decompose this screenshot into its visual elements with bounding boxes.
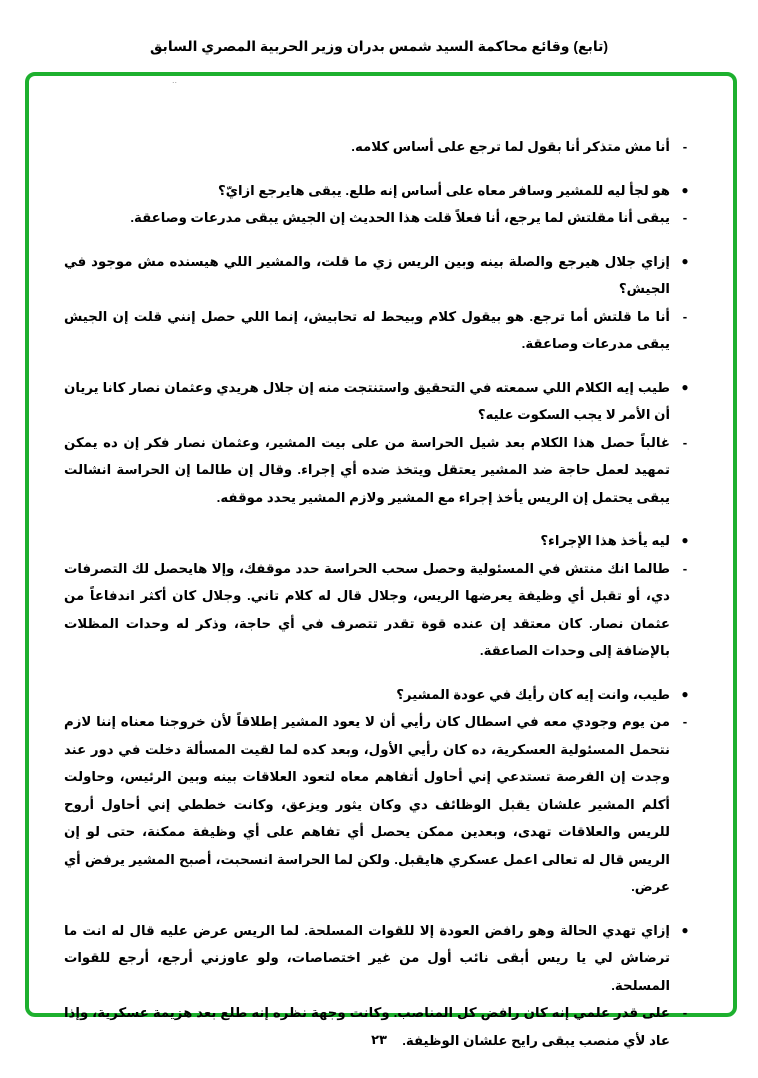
page-number: ٢٣ (371, 1032, 387, 1047)
dash-marker: - (682, 714, 688, 729)
dash-marker: - (682, 560, 688, 576)
qa-group (64, 177, 694, 232)
answer-paragraph (64, 555, 694, 665)
answer-text: غالباً حصل هذا الكلام بعد شيل الحراسة من على بيت المشير، وعثمان نصار فكر إن ده يمكن تمهيد لعمل حاجة ضد المشير يعتقل ويتخذ ضده أي إجراء. وقال إن طالما إن الحراسة انشالت يبقى يحتمل إن الريس يأخذ إجراء مع المشير ولازم المشير يحدد موقفه. (64, 434, 670, 505)
question-paragraph (64, 917, 694, 1000)
question-text: طيب، وانت إيه كان رأيك في عودة المشير؟ (396, 686, 670, 702)
dash-marker: - (682, 210, 688, 225)
qa-group (64, 248, 694, 358)
answer-paragraph (64, 204, 694, 232)
dash-marker: - (682, 139, 688, 154)
answer-text: على قدر علمي إنه كان رافض كل المناصب. وكانت وجهة نظره إنه طلع بعد هزيمة عسكرية، وإذا عاد لأي منصب يبقى رايح علشان الوظيفة. (64, 1005, 670, 1048)
qa-group (64, 374, 694, 512)
bullet-icon: ● (681, 182, 689, 197)
qa-group (64, 681, 694, 901)
question-text: إزاي جلال هيرجع والصلة بينه وبين الريس زي ما قلت، والمشير اللي هيسنده مش موجود في الجيش؟ (64, 253, 670, 296)
answer-paragraph (64, 133, 694, 161)
question-text: هو لجأ ليه للمشير وسافر معاه على أساس إنه طلع. يبقى هايرجع ازايّ؟ (218, 182, 670, 198)
question-text: إزاي تهدي الحالة وهو رافض العودة إلا للقوات المسلحة. لما الريس عرض عليه قال له انت ما ترضاش لي يا ريس أبقى نائب أول من غير اختصاصات، ولو عاوزني أرجع، أرجع للقوات المسلحة. (64, 922, 670, 993)
question-text: طيب إيه الكلام اللي سمعته في التحقيق واستنتجت منه إن جلال هريدي وعثمان نصار كانا يريان أن الأمر لا يجب السكوت عليه؟ (64, 379, 670, 422)
bullet-icon: ● (681, 922, 689, 937)
question-paragraph (64, 374, 694, 429)
stray-marks: .. (172, 75, 178, 85)
question-paragraph (64, 681, 694, 709)
qa-group (64, 133, 694, 161)
answer-text: من يوم وجودي معه في اسطال كان رأيي أن لا يعود المشير إطلاقاً لأن خروجنا معناه إننا لازم نتحمل المسئولية العسكرية، ده كان رأيي الأول، وبعد كده لما لقيت المسألة دخلت في دور عند وجدت إن الفرصة تستدعي إني أحاول أتفاهم معاه لتعود العلاقات بينه وبين الرئيس، وحاولت أكلم المشير علشان يقبل الوظائف دي وكان يثور ويزعق، وكانت خططي إني أحاول أروح للريس والعلاقات تهدى، وبعدين ممكن يحصل أي تفاهم على أي وظيفة ممكنة، حتى لو إن الريس قال له تعالى اعمل عسكري هايقبل. ولكن لما الحراسة انسحبت، أصبح المشير يرفض أي عرض. (64, 714, 670, 894)
transcript-body (64, 133, 694, 1070)
dash-marker: - (682, 434, 688, 450)
bullet-icon: ● (681, 379, 689, 394)
answer-paragraph (64, 429, 694, 512)
answer-paragraph (64, 303, 694, 358)
question-paragraph (64, 177, 694, 205)
question-paragraph (64, 527, 694, 555)
question-text: ليه يأخذ هذا الإجراء؟ (540, 533, 670, 548)
dash-marker: - (682, 1005, 688, 1020)
dash-marker: - (682, 308, 688, 324)
bullet-icon: ● (681, 533, 689, 547)
qa-group (64, 527, 694, 665)
answer-text: طالما انك منتش في المسئولية وحصل سحب الحراسة حدد موقفك، وإلا هايحصل لك التصرفات دي، أو تقبل أي وظيفة يعرضها الريس، وجلال قال له كلام تاني. وجلال كان أكثر اندفاعاً من عثمان نصار. كان معتقد إن عنده قوة تقدر تتصرف في أي حاجة، وذكر له وحدات المظلات بالإضافة إلى وحدات الصاعقة. (64, 560, 670, 658)
question-paragraph (64, 248, 694, 303)
page-header: (تابع) وقائع محاكمة السيد شمس بدران وزير الحربية المصري السابق (149, 38, 609, 54)
answer-text: أنا ما قلتش أما ترجع. هو بيقول كلام وبيحط له تحابيش، إنما اللي حصل إنني قلت إن الجيش يبقى مدرعات وصاعقة. (64, 308, 670, 351)
answer-text: أنا مش متذكر أنا بقول لما ترجع على أساس كلامه. (351, 139, 670, 154)
answer-paragraph (64, 708, 694, 901)
bullet-icon: ● (681, 686, 689, 701)
bullet-icon: ● (681, 253, 689, 268)
answer-text: يبقى أنا مقلتش لما يرجع، أنا فعلاً قلت هذا الحديث إن الجيش يبقى مدرعات وصاعقة. (130, 210, 670, 225)
